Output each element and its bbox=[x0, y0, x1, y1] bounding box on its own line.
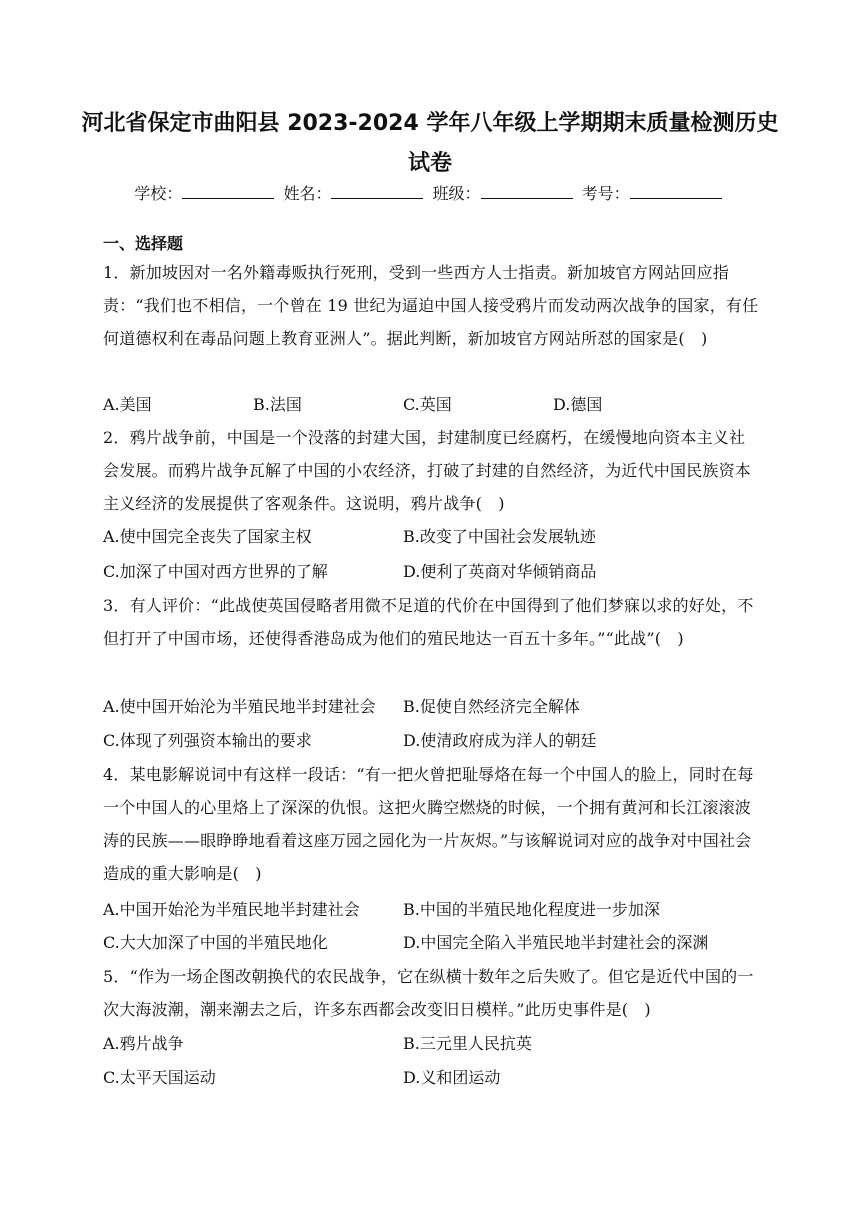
q4-option-b: B.中国的半殖民地化程度进一步加深 bbox=[403, 900, 660, 919]
q3-option-d: D.使清政府成为洋人的朝廷 bbox=[403, 731, 597, 750]
student-info-line bbox=[60, 182, 800, 206]
q4-option-c: C.大大加深了中国的半殖民地化 bbox=[103, 933, 328, 952]
question-3: 3．有人评价：“此战使英国侵略者用微不足道的代价在中国得到了他们梦寐以求的好处，不但打开了中国市场，还使得香港岛成为他们的殖民地达一百五十多年。”“此战”( ) bbox=[103, 596, 754, 648]
q2-option-d: D.便利了英商对华倾销商品 bbox=[403, 562, 597, 581]
title-line-2: 试卷 bbox=[407, 151, 452, 176]
q1-option-d: D.德国 bbox=[553, 395, 603, 414]
name-label: 姓名： bbox=[283, 184, 332, 203]
q3-option-c: C.体现了列强资本输出的要求 bbox=[103, 731, 312, 750]
name-blank[interactable] bbox=[331, 184, 423, 199]
title-line-1: 河北省保定市曲阳县 2023-2024 学年八年级上学期期末质量检测历史 bbox=[81, 111, 779, 136]
school-blank[interactable] bbox=[182, 184, 274, 199]
q3-option-b: B.促使自然经济完全解体 bbox=[403, 697, 580, 716]
school-label: 学校： bbox=[134, 184, 183, 203]
q1-option-a: A.美国 bbox=[103, 395, 152, 414]
q2-option-a: A.使中国完全丧失了国家主权 bbox=[103, 527, 312, 546]
q5-option-a: A.鸦片战争 bbox=[103, 1034, 184, 1053]
q4-option-a: A.中国开始沦为半殖民地半封建社会 bbox=[103, 900, 360, 919]
q2-option-c: C.加深了中国对西方世界的了解 bbox=[103, 562, 328, 581]
q4-option-d: D.中国完全陷入半殖民地半封建社会的深渊 bbox=[403, 933, 709, 952]
question-1: 1．新加坡因对一名外籍毒贩执行死刑，受到一些西方人士指责。新加坡官方网站回应指责：“我们也不相信，一个曾在 19 世纪为逼迫中国人接受鸦片而发动两次战争的国家，有任何道德权利在毒品问题上教育亚洲人”。据此判断，新加坡官方网站所怼的国家是( ) bbox=[103, 263, 759, 348]
exam-number-blank[interactable] bbox=[630, 184, 722, 199]
q1-option-b: B.法国 bbox=[253, 395, 302, 414]
section-heading: 一、选择题 bbox=[103, 234, 184, 253]
question-4: 4．某电影解说词中有这样一段话：“有一把火曾把耻辱烙在每一个中国人的脸上，同时在每一个中国人的心里烙上了深深的仇恨。这把火腾空燃烧的时候，一个拥有黄河和长江滚滚波涛的民族——眼睁睁地看着这座万园之园化为一片灰烬。”与该解说词对应的战争对中国社会造成的重大影响是( ) bbox=[103, 765, 754, 883]
q3-option-a: A.使中国开始沦为半殖民地半封建社会 bbox=[103, 697, 376, 716]
question-2: 2．鸦片战争前，中国是一个没落的封建大国，封建制度已经腐朽，在缓慢地向资本主义社会发展。而鸦片战争瓦解了中国的小农经济，打破了封建的自然经济，为近代中国民族资本主义经济的发展提供了客观条件。这说明，鸦片战争( ) bbox=[103, 428, 752, 513]
q1-option-c: C.英国 bbox=[403, 395, 452, 414]
q5-option-d: D.义和团运动 bbox=[403, 1068, 501, 1087]
q5-option-b: B.三元里人民抗英 bbox=[403, 1034, 532, 1053]
class-blank[interactable] bbox=[481, 184, 573, 199]
q2-option-b: B.改变了中国社会发展轨迹 bbox=[403, 527, 596, 546]
class-label: 班级： bbox=[432, 184, 481, 203]
q5-option-c: C.太平天国运动 bbox=[103, 1068, 216, 1087]
exam-title bbox=[60, 104, 800, 184]
exam-number-label: 考号： bbox=[581, 184, 630, 203]
question-5: 5．“作为一场企图改朝换代的农民战争，它在纵横十数年之后失败了。但它是近代中国的一次大海波潮，潮来潮去之后，许多东西都会改变旧日模样。”此历史事件是( ) bbox=[103, 967, 754, 1019]
